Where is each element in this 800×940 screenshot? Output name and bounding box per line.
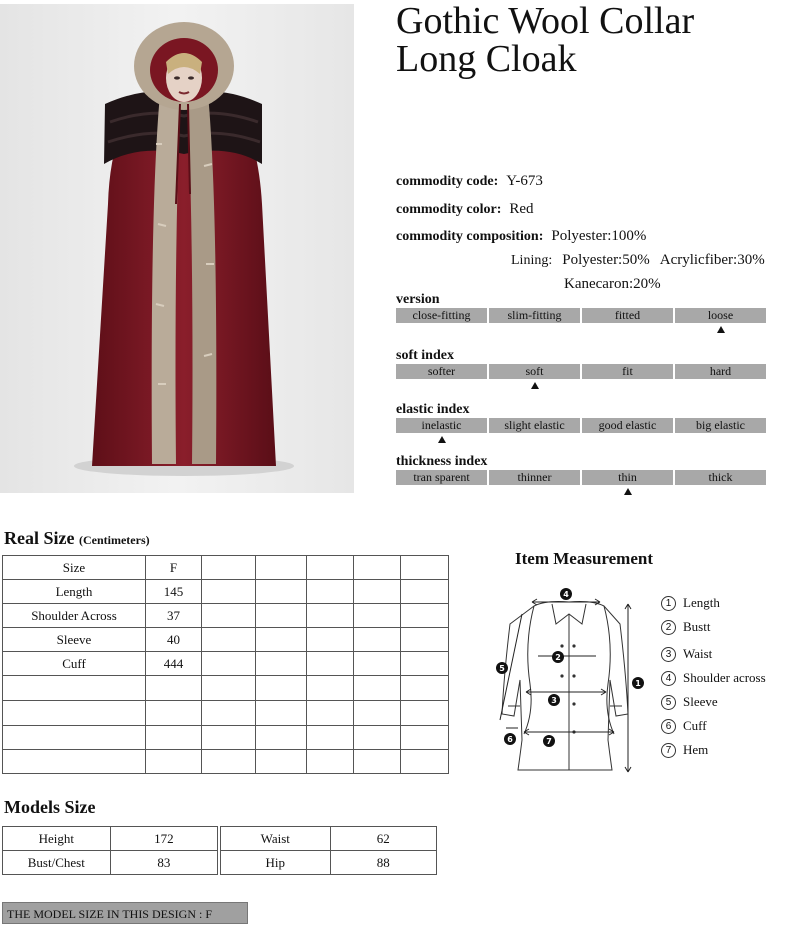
spec-lining: [511, 251, 765, 269]
index-bar: [396, 364, 766, 379]
models-size-table-right: [220, 826, 437, 875]
table-cell: 37: [146, 604, 202, 628]
table-cell-empty: [202, 556, 256, 580]
table-cell-empty: [307, 604, 354, 628]
table-cell-empty: [401, 556, 449, 580]
table-row-empty: [3, 726, 449, 750]
table-cell: 172: [110, 827, 217, 851]
table-cell: Height: [3, 827, 111, 851]
legend-label: Cuff: [683, 718, 707, 733]
marker-3: 3: [551, 696, 557, 705]
index-option: tran sparent: [396, 470, 487, 485]
table-cell-empty: [354, 628, 401, 652]
table-cell: 40: [146, 628, 202, 652]
table-row-empty: [3, 750, 449, 774]
table-cell-empty: [256, 580, 307, 604]
table-cell: Waist: [221, 827, 331, 851]
table-cell-empty: [256, 652, 307, 676]
spec-color: [396, 200, 534, 218]
table-cell-empty: [401, 652, 449, 676]
index-option: big elastic: [675, 418, 766, 433]
table-cell-empty: [307, 556, 354, 580]
table-header-row: [3, 556, 449, 580]
title-line-2: Long Cloak: [396, 38, 577, 80]
spec-composition: [396, 227, 646, 245]
marker-2: 2: [555, 653, 561, 662]
index-option: loose: [675, 308, 766, 323]
table-cell-empty: [354, 652, 401, 676]
index-option: fit: [582, 364, 673, 379]
index-title: elastic index: [396, 402, 470, 417]
index-option: softer: [396, 364, 487, 379]
number-circle-icon: 6: [661, 719, 676, 734]
table-cell: 62: [330, 827, 436, 851]
index-version: [396, 292, 766, 323]
marker-6: 6: [507, 735, 513, 744]
index-bar: [396, 418, 766, 433]
real-size-table: [2, 555, 449, 774]
models-size-table-left: [2, 826, 218, 875]
table-cell-empty: [256, 604, 307, 628]
spec-lining-value-3: Kanecaron:20%: [564, 276, 661, 292]
index-selected-marker: [531, 382, 539, 389]
spec-composition-label: commodity composition:: [396, 229, 544, 244]
table-row: [3, 851, 218, 875]
product-title: [396, 2, 694, 78]
real-size-heading: Real Size: [4, 528, 75, 548]
marker-5: 5: [499, 664, 505, 673]
number-circle-icon: 5: [661, 695, 676, 710]
spec-code-label: commodity code:: [396, 174, 499, 189]
spec-composition-value: Polyester:100%: [551, 228, 647, 244]
table-cell-empty: [401, 628, 449, 652]
models-size-title: Models Size: [4, 797, 96, 817]
table-row: [221, 851, 437, 875]
index-option: soft: [489, 364, 580, 379]
spec-lining-label: Lining:: [511, 253, 553, 268]
table-row: [3, 827, 218, 851]
index-thickness: [396, 454, 766, 485]
legend-item: [661, 666, 766, 690]
legend-item: [661, 615, 766, 639]
coat-diagram: [494, 584, 644, 780]
table-header-cell: Size: [3, 556, 146, 580]
table-row-empty: [3, 701, 449, 726]
table-cell-empty: [401, 580, 449, 604]
table-row: [3, 652, 449, 676]
number-circle-icon: 1: [661, 596, 676, 611]
index-title: version: [396, 292, 440, 307]
table-row: [221, 827, 437, 851]
legend-label: Sleeve: [683, 694, 718, 709]
table-cell-empty: [307, 652, 354, 676]
measurement-legend: [661, 591, 766, 762]
index-soft: [396, 348, 766, 379]
index-option: good elastic: [582, 418, 673, 433]
title-line-1: Gothic Wool Collar: [396, 0, 695, 42]
table-row: [3, 628, 449, 652]
index-option: fitted: [582, 308, 673, 323]
index-elastic: [396, 402, 766, 433]
number-circle-icon: 4: [661, 671, 676, 686]
table-cell-empty: [256, 556, 307, 580]
index-title: soft index: [396, 348, 454, 363]
real-size-unit: (Centimeters): [78, 533, 150, 547]
table-cell: Shoulder Across: [3, 604, 146, 628]
table-cell: Cuff: [3, 652, 146, 676]
table-cell: Sleeve: [3, 628, 146, 652]
index-option: hard: [675, 364, 766, 379]
table-header-cell: F: [146, 556, 202, 580]
real-size-title: [4, 528, 150, 549]
legend-label: Shoulder across: [683, 670, 766, 685]
table-cell: 83: [110, 851, 217, 875]
table-cell-empty: [401, 604, 449, 628]
table-cell-empty: [354, 580, 401, 604]
legend-label: Length: [683, 595, 720, 610]
table-cell-empty: [202, 580, 256, 604]
index-option: close-fitting: [396, 308, 487, 323]
index-option: thick: [675, 470, 766, 485]
legend-item: [661, 642, 766, 666]
table-row: [3, 580, 449, 604]
legend-label: Waist: [683, 646, 713, 661]
legend-item: [661, 690, 766, 714]
table-cell-empty: [202, 628, 256, 652]
table-cell: Bust/Chest: [3, 851, 111, 875]
model-size-note: THE MODEL SIZE IN THIS DESIGN : F: [2, 902, 248, 924]
cloak-illustration: [0, 4, 354, 493]
table-cell-empty: [354, 556, 401, 580]
index-option: slim-fitting: [489, 308, 580, 323]
index-option: slight elastic: [489, 418, 580, 433]
table-cell: 88: [330, 851, 436, 875]
number-circle-icon: 2: [661, 620, 676, 635]
number-circle-icon: 7: [661, 743, 676, 758]
marker-4: 4: [563, 590, 569, 599]
table-cell-empty: [307, 580, 354, 604]
index-selected-marker: [438, 436, 446, 443]
spec-lining-value-2: Acrylicfiber:30%: [659, 252, 765, 268]
item-measurement-title: Item Measurement: [515, 549, 654, 568]
legend-item: [661, 591, 766, 615]
table-cell-empty: [354, 604, 401, 628]
table-cell-empty: [202, 604, 256, 628]
legend-label: Hem: [683, 742, 709, 757]
table-row-empty: [3, 676, 449, 701]
table-cell-empty: [256, 628, 307, 652]
legend-item: [661, 738, 766, 762]
product-photo: [0, 4, 354, 493]
index-title: thickness index: [396, 454, 488, 469]
index-bar: [396, 308, 766, 323]
index-bar: [396, 470, 766, 485]
spec-code: [396, 172, 543, 190]
table-row: [3, 604, 449, 628]
index-selected-marker: [624, 488, 632, 495]
spec-color-label: commodity color:: [396, 202, 502, 217]
table-cell: Hip: [221, 851, 331, 875]
index-option: inelastic: [396, 418, 487, 433]
spec-code-value: Y-673: [506, 173, 543, 189]
index-option: thin: [582, 470, 673, 485]
index-option: thinner: [489, 470, 580, 485]
table-cell: Length: [3, 580, 146, 604]
number-circle-icon: 3: [661, 647, 676, 662]
legend-label: Bustt: [683, 619, 711, 634]
table-cell-empty: [202, 652, 256, 676]
spec-color-value: Red: [509, 201, 534, 217]
table-cell: 444: [146, 652, 202, 676]
index-selected-marker: [717, 326, 725, 333]
spec-lining-extra: [564, 275, 661, 293]
measurement-diagram: [494, 584, 644, 785]
spec-lining-value-1: Polyester:50%: [562, 252, 650, 268]
table-cell-empty: [307, 628, 354, 652]
marker-1: 1: [635, 679, 641, 688]
table-cell: 145: [146, 580, 202, 604]
marker-7: 7: [546, 737, 552, 746]
legend-item: [661, 714, 766, 738]
